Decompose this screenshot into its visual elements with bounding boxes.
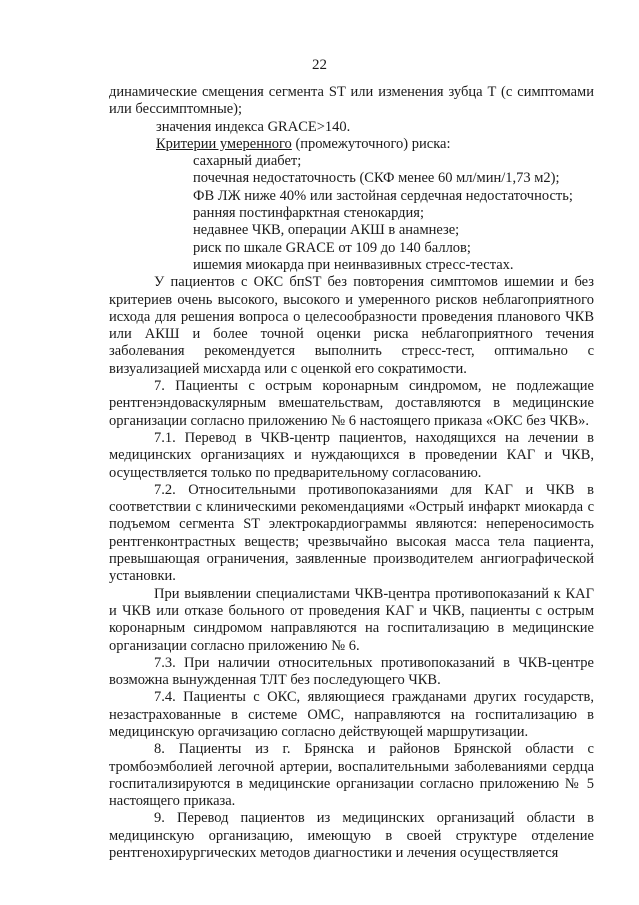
list-item: сахарный диабет; <box>193 153 302 170</box>
text-line: значения индекса GRACE>140. <box>156 118 351 135</box>
list-item: недавнее ЧКВ, операции АКШ в анамнезе; <box>193 222 460 239</box>
list-item: ранняя постинфарктная стенокардия; <box>193 205 424 222</box>
paragraph: 9. Перевод пациентов из медицинских организаций области в медицинскую организацию, имеющую в своей структуре отделение рентгенохирургических методов диагностики и лечения осуществляется <box>109 810 594 862</box>
paragraph: 7.3. При наличии относительных противопоказаний в ЧКВ-центре возможна вынужденная ТЛТ без последующего ЧКВ. <box>109 654 594 689</box>
list-item: риск по шкале GRACE от 109 до 140 баллов; <box>193 239 471 256</box>
list-item: ишемия миокарда при неинвазивных стресс-тестах. <box>193 256 514 273</box>
paragraph: 8. Пациенты из г. Брянска и районов Брянской области с тромбоэмболией легочной артерии, воспалительными заболеваниями сердца госпитализируются в медицинские организации согласно приложению № 5 настоящего приказа. <box>109 741 594 810</box>
text-line: динамические смещения сегмента ST или изменения зубца T (с симптомами или бессимптомные); <box>109 84 594 118</box>
section-heading <box>109 136 594 153</box>
paragraph: 7.2. Относительными противопоказаниями для КАГ и ЧКВ в соответствии с клиническими рекомендациями «Острый инфаркт миокарда с подъемом сегмента ST электрокардиограммы являются: непереносимость рентгенконтрастных веществ; чрезвычайно высокая масса тела пациента, превышающая ограничения, заявленные производителем ангиографической установки. <box>109 481 594 585</box>
paragraph: У пациентов с ОКС бпST без повторения симптомов ишемии и без критериев очень высокого, высокого и умеренного рисков неблагоприятного исхода для решения вопроса о целесообразности проведения планового ЧКВ или АКШ и более точной оценки риска неблагоприятного течения заболевания рекомендуется выполнить стресс-тест, оптимально с визуализацией мисхарда или с оценкой его сократимости. <box>109 274 594 377</box>
paragraph: 7.1. Перевод в ЧКВ-центр пациентов, находящихся на лечении в медицинских организациях и нуждающихся в проведении КАГ и ЧКВ, осуществляется только по предварительному согласованию. <box>109 429 594 481</box>
heading-rest: (промежуточного) риска: <box>291 135 451 152</box>
list-item: ФВ ЛЖ ниже 40% или застойная сердечная недостаточность; <box>193 187 573 204</box>
heading-underlined: Критерии умеренного <box>156 135 292 152</box>
list-item: почечная недостаточность (СКФ менее 60 мл/мин/1,73 м2); <box>193 170 560 187</box>
paragraph: При выявлении специалистами ЧКВ-центра противопоказаний к КАГ и ЧКВ или отказе больного от проведения КАГ и ЧКВ, пациенты с острым коронарным синдромом направляются на госпитализацию в медицинские организации согласно приложению № 6. <box>109 585 594 654</box>
paragraph: 7.4. Пациенты с ОКС, являющиеся гражданами других государств, незастрахованные в системе ОМС, направляются на госпитализацию в медицинскую оргачизацию согласно действующей маршрутизации. <box>109 689 594 740</box>
page-number: 22 <box>312 57 327 73</box>
document-body <box>109 84 594 862</box>
paragraph: 7. Пациенты с острым коронарным синдромом, не подлежащие рентгенэндоваскулярным вмешательствам, доставляются в медицинские организации согласно приложению № 6 настоящего приказа «ОКС без ЧКВ». <box>109 378 594 429</box>
